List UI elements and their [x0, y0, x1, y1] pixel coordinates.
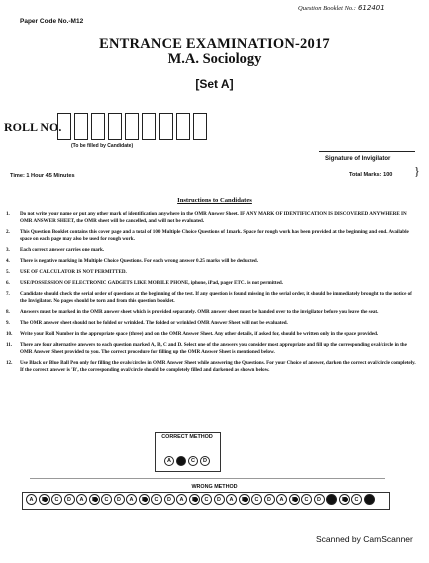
- roll-number-label: ROLL NO.: [4, 120, 62, 134]
- question-booklet-number: [298, 4, 385, 12]
- roll-digit-box[interactable]: [159, 113, 173, 140]
- omr-bubble-wrong: B: [189, 494, 200, 505]
- instruction-text: Write your Roll Number in the appropriate space (three) and on the OMR Answer Sheet. Any other details, if asked for, should be written only in the space provided.: [20, 331, 379, 337]
- instruction-number: 12.: [6, 360, 13, 366]
- divider: [30, 478, 385, 479]
- instruction-item: [6, 342, 418, 356]
- omr-bubble-wrong: D: [64, 494, 75, 505]
- instruction-item: [6, 247, 418, 254]
- omr-bubble-correct: D: [200, 456, 210, 466]
- roll-digit-box[interactable]: [57, 113, 71, 140]
- instruction-text: USE OF CALCULATOR IS NOT PERMITTED.: [20, 269, 127, 275]
- paper-code: Paper Code No.-M12: [20, 18, 84, 25]
- omr-bubble-wrong: B: [39, 494, 50, 505]
- instruction-number: 6.: [6, 280, 10, 286]
- omr-bubble-wrong: B: [289, 494, 300, 505]
- exam-set: [Set A]: [195, 77, 234, 91]
- instruction-number: 8.: [6, 309, 10, 315]
- instruction-text: USE/POSSESSION OF ELECTRONIC GADGETS LIKE MOBILE PHONE, iphone, iPad, pager ETC. is not permitted.: [20, 280, 283, 286]
- omr-bubble-wrong: A: [76, 494, 87, 505]
- roll-digit-box[interactable]: [142, 113, 156, 140]
- roll-digit-box[interactable]: [108, 113, 122, 140]
- roll-number-boxes[interactable]: [57, 113, 210, 140]
- instruction-item: [6, 211, 418, 225]
- instruction-item: [6, 269, 418, 276]
- instruction-item: [6, 258, 418, 265]
- omr-bubble-wrong: B: [239, 494, 250, 505]
- instruction-number: 1.: [6, 211, 10, 217]
- brace-mark: }: [414, 164, 420, 178]
- instruction-text: Candidate should check the serial order of questions at the beginning of the test. If any question is found missing in the serial order, it should be immediately brought to the notice of the Invigilator. No pages should be torn and from this question booklet.: [20, 291, 412, 304]
- correct-method-bubbles: [164, 456, 212, 466]
- roll-number-caption: (To be filled by Candidate): [71, 143, 134, 149]
- omr-bubble-wrong: C: [101, 494, 112, 505]
- omr-bubble-correct: A: [164, 456, 174, 466]
- omr-bubble-wrong: A: [326, 494, 337, 505]
- question-booklet-label: Question Booklet No.:: [298, 5, 356, 12]
- instruction-number: 2.: [6, 229, 10, 235]
- omr-bubble-wrong: C: [51, 494, 62, 505]
- instruction-item: [6, 331, 418, 338]
- instruction-text: There is negative marking in Multiple Choice Questions. For each wrong answer 0.25 marks will be deducted.: [20, 258, 259, 264]
- instruction-item: [6, 360, 418, 374]
- instruction-item: [6, 309, 418, 316]
- roll-digit-box[interactable]: [176, 113, 190, 140]
- instruction-text: The OMR answer sheet should not be folded or wrinkled. The folded or wrinkled OMR Answer Sheet will not be evaluated.: [20, 320, 288, 326]
- omr-bubble-wrong: A: [26, 494, 37, 505]
- omr-bubble-wrong: D: [164, 494, 175, 505]
- instruction-text: Do not write your name or put any other mark of identification anywhere in the OMR Answer Sheet. IF ANY MARK OF IDENTIFICATION IS DISCOVERED ANYWHERE IN OMR ANSWER SHEET, the OMR sheet will be cancelled, and will not be evaluated.: [20, 211, 407, 224]
- roll-digit-box[interactable]: [193, 113, 207, 140]
- omr-bubble-wrong: D: [214, 494, 225, 505]
- omr-bubble-wrong: C: [351, 494, 362, 505]
- roll-digit-box[interactable]: [125, 113, 139, 140]
- invigilator-signature-label: Signature of Invigilator: [325, 156, 391, 162]
- instruction-item: [6, 280, 418, 287]
- instruction-number: 4.: [6, 258, 10, 264]
- roll-digit-box[interactable]: [74, 113, 88, 140]
- instructions-list: [6, 211, 418, 378]
- omr-bubble-wrong: C: [151, 494, 162, 505]
- instructions-heading: Instructions to Candidates: [177, 197, 252, 204]
- omr-bubble-correct: C: [188, 456, 198, 466]
- omr-bubble-wrong: A: [176, 494, 187, 505]
- instruction-number: 9.: [6, 320, 10, 326]
- omr-bubble-wrong: B: [139, 494, 150, 505]
- wrong-method-label: WRONG METHOD: [191, 484, 238, 490]
- roll-digit-box[interactable]: [91, 113, 105, 140]
- omr-bubble-wrong: B: [339, 494, 350, 505]
- wrong-method-bubbles: [26, 494, 376, 505]
- omr-bubble-wrong: A: [276, 494, 287, 505]
- instruction-text: Each correct answer carries one mark.: [20, 247, 105, 253]
- omr-bubble-wrong: D: [114, 494, 125, 505]
- omr-bubble-wrong: D: [264, 494, 275, 505]
- exam-title: ENTRANCE EXAMINATION-2017: [99, 36, 330, 52]
- omr-bubble-wrong: C: [201, 494, 212, 505]
- correct-method-label: CORRECT METHOD: [161, 434, 213, 440]
- instruction-item: [6, 229, 418, 243]
- omr-bubble-wrong: B: [89, 494, 100, 505]
- instruction-item: [6, 291, 418, 305]
- instruction-text: Answers must be marked in the OMR answer sheet which is provided separately. OMR answer sheet must be handed over to the invigilator before you leave the seat.: [20, 309, 379, 315]
- omr-bubble-wrong: D: [364, 494, 375, 505]
- omr-bubble-wrong: C: [251, 494, 262, 505]
- instruction-number: 10.: [6, 331, 13, 337]
- exam-time: Time: 1 Hour 45 Minutes: [10, 173, 75, 179]
- question-booklet-value: 612401: [357, 4, 385, 12]
- scanner-watermark: Scanned by CamScanner: [316, 534, 413, 544]
- instruction-item: [6, 320, 418, 327]
- omr-bubble-wrong: A: [226, 494, 237, 505]
- omr-bubble-correct: B: [176, 456, 186, 466]
- instruction-text: There are four alternative answers to each question marked A, B, C and D. Select one of the answers you consider most appropriate and fill up the corresponding oval/circle in the OMR Answer Sheet provided to you. The correct procedure for filling up the OMR Answer Sheet is mentioned below.: [20, 342, 407, 355]
- total-marks: Total Marks: 100: [349, 172, 393, 178]
- omr-bubble-wrong: C: [301, 494, 312, 505]
- instruction-number: 3.: [6, 247, 10, 253]
- instruction-text: Use Black or Blue Ball Pen only for filling the ovals/circles in OMR Answer Sheet while answering the Questions. For your Choice of answer, darken the correct oval/circle completely. If the correct answer is 'B', the corresponding oval/circle should be completely filled and darkened as shown below.: [20, 360, 416, 373]
- omr-bubble-wrong: D: [314, 494, 325, 505]
- omr-bubble-wrong: A: [126, 494, 137, 505]
- instruction-text: This Question Booklet contains this cover page and a total of 100 Multiple Choice Questions of 1mark. Space for rough work has been provided at the beginning and end. Available space on each page may also be used for rough work.: [20, 229, 409, 242]
- invigilator-signature-line: [319, 151, 415, 152]
- instruction-number: 11.: [6, 342, 13, 348]
- instruction-number: 5.: [6, 269, 10, 275]
- exam-subject: M.A. Sociology: [167, 51, 262, 67]
- instruction-number: 7.: [6, 291, 10, 297]
